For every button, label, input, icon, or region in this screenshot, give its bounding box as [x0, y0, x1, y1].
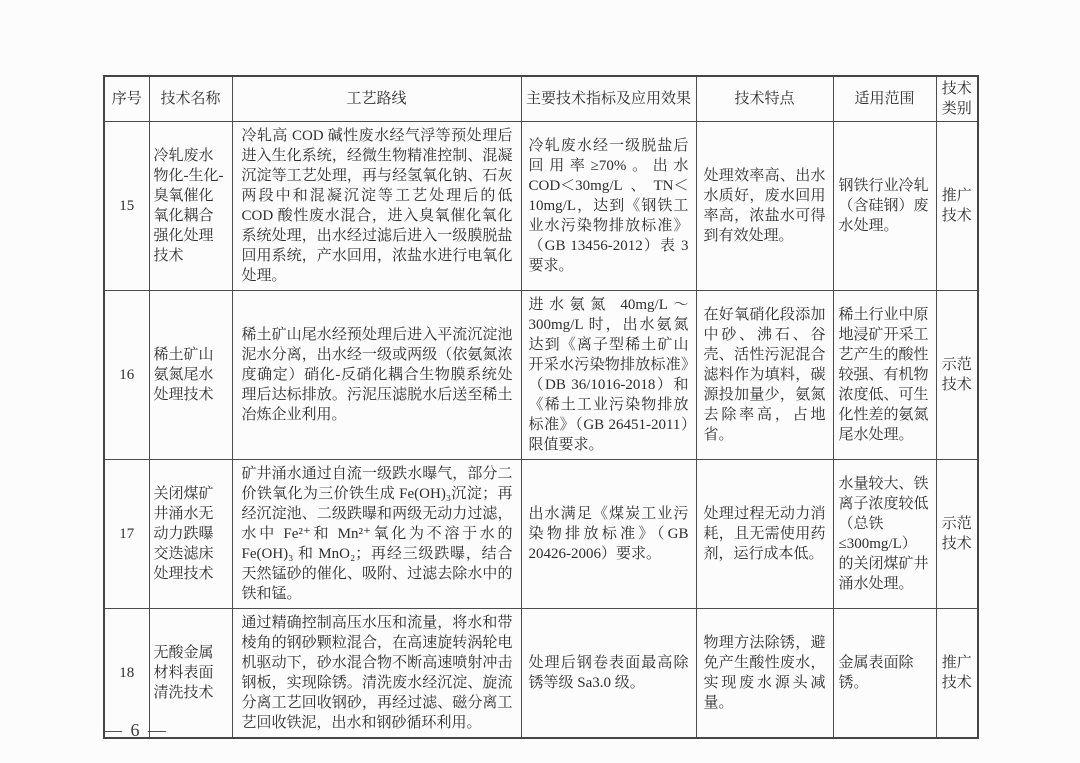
table-header-row [104, 76, 978, 122]
cell-indicators: 进水氨氮 40mg/L～300mg/L 时，出水氨氮达到《离子型稀土矿山开采水污染物排放标准》（DB 36/1016-2018）和《稀土工业污染物排放标准》（GB 26451-2011）限值要求。 [521, 291, 696, 460]
table-row [104, 609, 978, 739]
cell-serial-number: 16 [104, 291, 149, 460]
cell-scope: 稀土行业中原地浸矿开采工艺产生的酸性较强、有机物浓度低、可生化性差的氨氮尾水处理。 [833, 291, 936, 460]
column-header-name: 技术名称 [149, 76, 232, 122]
cell-indicators: 出水满足《煤炭工业污染物排放标准》（GB 20426-2006）要求。 [521, 460, 696, 609]
cell-technology-name: 无酸金属材料表面清洗技术 [149, 609, 232, 739]
column-header-category: 技术类别 [936, 76, 978, 122]
cell-category: 示范技术 [936, 291, 978, 460]
table-row [104, 460, 978, 609]
column-header-indicators: 主要技术指标及应用效果 [521, 76, 696, 122]
cell-features: 物理方法除锈，避免产生酸性废水，实现废水源头减量。 [696, 609, 833, 739]
column-header-serial: 序号 [104, 76, 149, 122]
cell-serial-number: 18 [104, 609, 149, 739]
column-header-scope: 适用范围 [833, 76, 936, 122]
table-row [104, 122, 978, 291]
table-row [104, 291, 978, 460]
cell-indicators: 处理后钢卷表面最高除锈等级 Sa3.0 级。 [521, 609, 696, 739]
column-header-process: 工艺路线 [232, 76, 521, 122]
cell-features: 处理效率高、出水水质好，废水回用率高，浓盐水可得到有效处理。 [696, 122, 833, 291]
cell-serial-number: 17 [104, 460, 149, 609]
cell-features: 处理过程无动力消耗，且无需使用药剂，运行成本低。 [696, 460, 833, 609]
cell-category: 示范技术 [936, 460, 978, 609]
cell-process-route: 稀土矿山尾水经预处理后进入平流沉淀池泥水分离，出水经一级或两级（依氨氮浓度确定）硝化-反硝化耦合生物膜系统处理后达标排放。污泥压滤脱水后送至稀土冶炼企业利用。 [232, 291, 521, 460]
cell-features: 在好氧硝化段添加中砂、沸石、谷壳、活性污泥混合滤料作为填料，碳源投加量少，氨氮去除率高，占地省。 [696, 291, 833, 460]
cell-process-route: 矿井涌水通过自流一级跌水曝气，部分二价铁氧化为三价铁生成 Fe(OH)₃沉淀；再经沉淀池、二级跌曝和两级无动力过滤，水中 Fe²⁺和 Mn²⁺氧化为不溶于水的 Fe(OH)₃ 和 MnO₂；再经三级跌曝，结合天然锰砂的催化、吸附、过滤去除水中的铁和锰。 [232, 460, 521, 609]
cell-technology-name: 冷轧废水物化-生化-臭氧催化氧化耦合强化处理技术 [149, 122, 232, 291]
cell-process-route: 冷轧高 COD 碱性废水经气浮等预处理后进入生化系统，经微生物精准控制、混凝沉淀等工艺处理，再与经氢氧化钠、石灰两段中和混凝沉淀等工艺处理后的低 COD 酸性废水混合，进入臭氧催化氧化系统处理，出水经过滤后进入一级膜脱盐回用系统，产水回用，浓盐水进行电氧化处理。 [232, 122, 521, 291]
cell-process-route: 通过精确控制高压水压和流量，将水和带棱角的钢砂颗粒混合，在高速旋转涡轮电机驱动下，砂水混合物不断高速喷射冲击钢板，实现除锈。清洗废水经沉淀、旋流分离工艺回收钢砂，再经过滤、磁分离工艺回收铁泥，出水和钢砂循环利用。 [232, 609, 521, 739]
page-number: — 6 — [104, 720, 168, 740]
cell-scope: 金属表面除锈。 [833, 609, 936, 739]
cell-serial-number: 15 [104, 122, 149, 291]
cell-technology-name: 关闭煤矿井涌水无动力跌曝交迭滤床处理技术 [149, 460, 232, 609]
column-header-features: 技术特点 [696, 76, 833, 122]
cell-scope: 钢铁行业冷轧（含硅钢）废水处理。 [833, 122, 936, 291]
cell-scope: 水量较大、铁离子浓度较低（总铁≤300mg/L）的关闭煤矿井涌水处理。 [833, 460, 936, 609]
cell-indicators: 冷轧废水经一级脱盐后回用率≥70%。出水 COD＜30mg/L、TN＜10mg/L，达到《钢铁工业水污染物排放标准》（GB 13456-2012）表 3 要求。 [521, 122, 696, 291]
cell-category: 推广技术 [936, 122, 978, 291]
technology-table [103, 75, 979, 739]
cell-technology-name: 稀土矿山氨氮尾水处理技术 [149, 291, 232, 460]
cell-category: 推广技术 [936, 609, 978, 739]
